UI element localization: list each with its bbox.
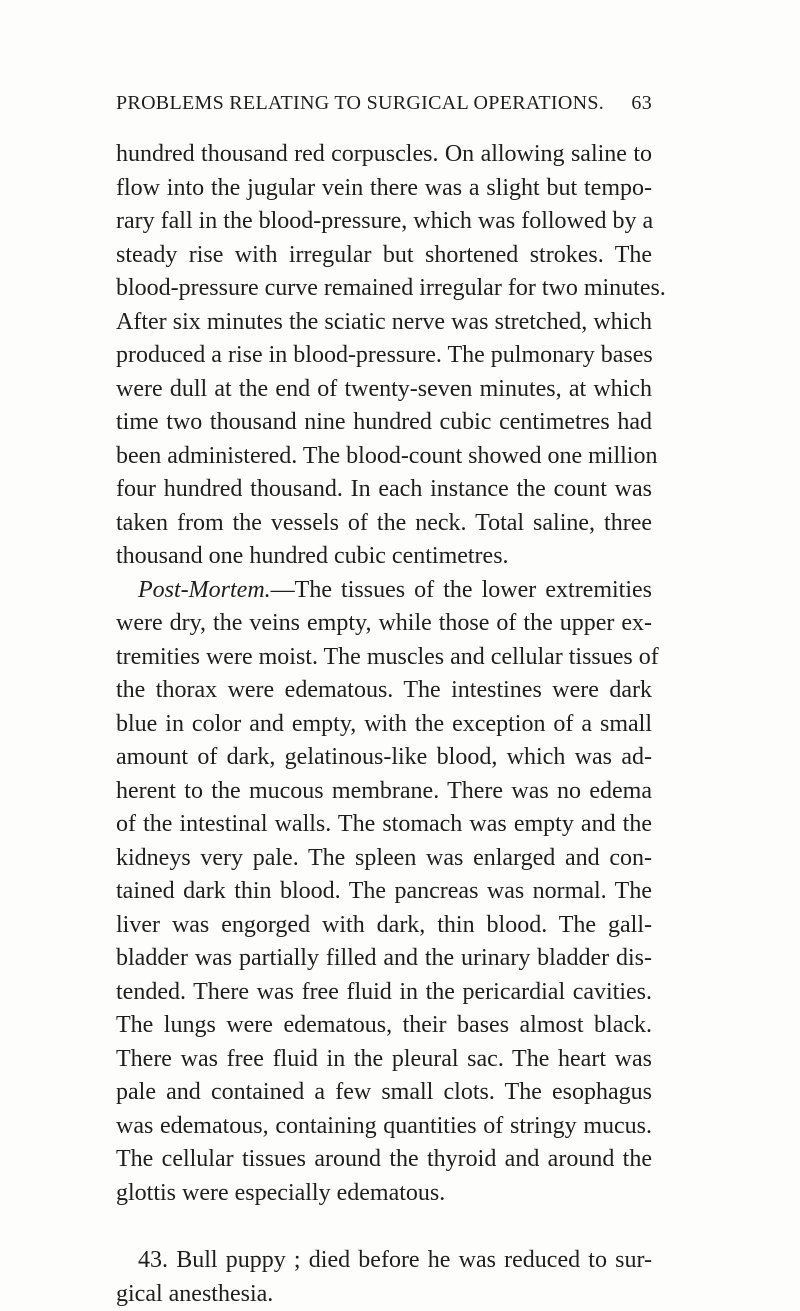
text-line: tended. There was free fluid in the pericardial cavities. bbox=[116, 976, 652, 1010]
text-line: 43. Bull puppy ; died before he was reduced to sur- bbox=[116, 1244, 652, 1278]
text-line: liver was engorged with dark, thin blood. The gall- bbox=[116, 909, 652, 943]
text-line: There was free fluid in the pleural sac. The heart was bbox=[116, 1043, 652, 1077]
text-line: was edematous, containing quantities of stringy mucus. bbox=[116, 1110, 652, 1144]
text-line: glottis were especially edematous. bbox=[116, 1177, 652, 1211]
text-line-rest: —The tissues of the lower extremities bbox=[271, 577, 652, 603]
paragraph-gap bbox=[116, 1210, 652, 1244]
text-line: hundred thousand red corpuscles. On allowing saline to bbox=[116, 138, 652, 172]
text-line: the thorax were edematous. The intestines were dark bbox=[116, 674, 652, 708]
text-line: bladder was partially filled and the urinary bladder dis- bbox=[116, 942, 652, 976]
text-line: tremities were moist. The muscles and cellular tissues of bbox=[116, 641, 652, 675]
running-head-title: PROBLEMS RELATING TO SURGICAL OPERATIONS. bbox=[116, 92, 604, 115]
text-line: After six minutes the sciatic nerve was stretched, which bbox=[116, 306, 652, 340]
text-line: rary fall in the blood-pressure, which was followed by a bbox=[116, 205, 652, 239]
page-number: 63 bbox=[631, 92, 652, 115]
text-line: time two thousand nine hundred cubic centimetres had bbox=[116, 406, 652, 440]
text-line: kidneys very pale. The spleen was enlarged and con- bbox=[116, 842, 652, 876]
running-head bbox=[116, 92, 652, 115]
post-mortem-heading: Post-Mortem. bbox=[138, 577, 271, 603]
text-line: were dry, the veins empty, while those of the upper ex- bbox=[116, 607, 652, 641]
text-line: tained dark thin blood. The pancreas was normal. The bbox=[116, 875, 652, 909]
text-line: steady rise with irregular but shortened strokes. The bbox=[116, 239, 652, 273]
paragraph-post-mortem bbox=[116, 574, 652, 1211]
text-line bbox=[116, 574, 652, 608]
text-line: The lungs were edematous, their bases almost black. bbox=[116, 1009, 652, 1043]
body-text bbox=[116, 138, 652, 1311]
text-line: were dull at the end of twenty-seven minutes, at which bbox=[116, 373, 652, 407]
text-line: blood-pressure curve remained irregular for two minutes. bbox=[116, 272, 652, 306]
text-line: amount of dark, gelatinous-like blood, which was ad- bbox=[116, 741, 652, 775]
text-line: taken from the vessels of the neck. Total saline, three bbox=[116, 507, 652, 541]
text-line: of the intestinal walls. The stomach was empty and the bbox=[116, 808, 652, 842]
text-line: four hundred thousand. In each instance the count was bbox=[116, 473, 652, 507]
text-line: been administered. The blood-count showed one million bbox=[116, 440, 652, 474]
text-line: The cellular tissues around the thyroid and around the bbox=[116, 1143, 652, 1177]
text-line: thousand one hundred cubic centimetres. bbox=[116, 540, 652, 574]
text-line: blue in color and empty, with the exception of a small bbox=[116, 708, 652, 742]
paragraph-case-43 bbox=[116, 1244, 652, 1311]
text-line: flow into the jugular vein there was a slight but tempo- bbox=[116, 172, 652, 206]
text-line: herent to the mucous membrane. There was no edema bbox=[116, 775, 652, 809]
text-line: produced a rise in blood-pressure. The pulmonary bases bbox=[116, 339, 652, 373]
text-line: pale and contained a few small clots. The esophagus bbox=[116, 1076, 652, 1110]
paragraph-1 bbox=[116, 138, 652, 574]
text-line: gical anesthesia. bbox=[116, 1278, 652, 1311]
